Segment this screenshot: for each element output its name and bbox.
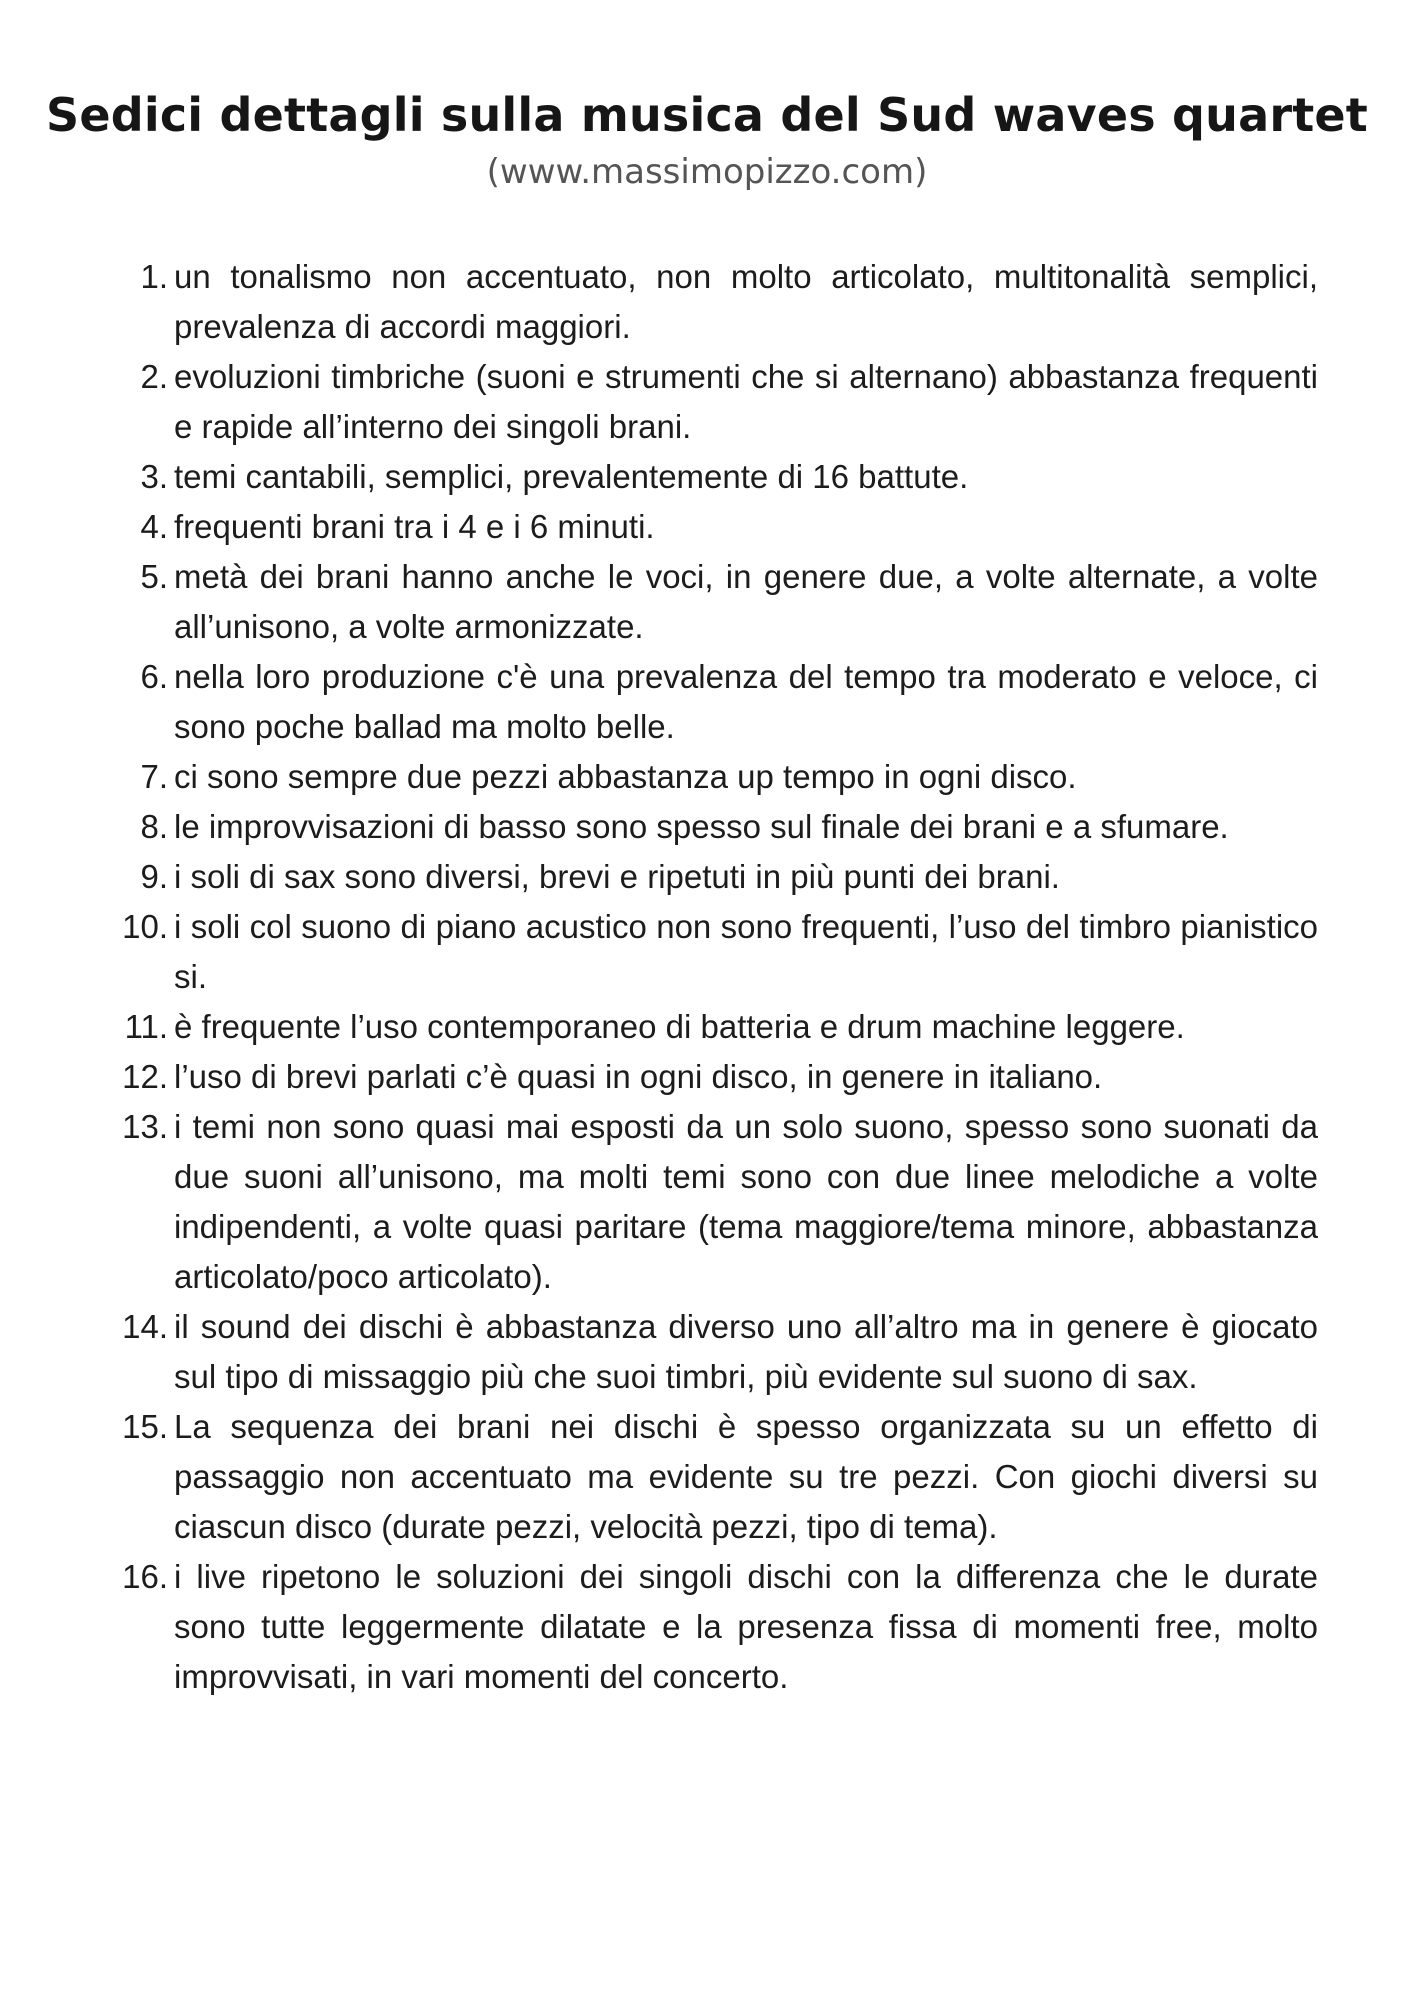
item-text: temi cantabili, semplici, prevalentemente di 16 battute. [174,458,969,495]
list-item [110,652,1318,752]
list-item [110,1402,1318,1552]
list-item [110,1552,1318,1702]
list-item [110,552,1318,652]
page-title: Sedici dettagli sulla musica del Sud waves quartet [46,88,1368,142]
item-number: 15. [122,1408,168,1445]
item-number: 8. [140,808,168,845]
item-text: un tonalismo non accentuato, non molto articolato, multitonalità semplici, prevalenza di accordi maggiori. [174,258,1318,345]
item-text: le improvvisazioni di basso sono spesso sul finale dei brani e a sfumare. [174,808,1229,845]
item-number: 10. [122,908,168,945]
list-item [110,1052,1318,1102]
item-text: i live ripetono le soluzioni dei singoli dischi con la differenza che le durate sono tutte leggermente dilatate e la presenza fissa di momenti free, molto improvvisati, in vari momenti del concerto. [174,1558,1318,1695]
item-text: evoluzioni timbriche (suoni e strumenti che si alternano) abbastanza frequenti e rapide all’interno dei singoli brani. [174,358,1318,445]
item-number: 9. [140,858,168,895]
item-number: 14. [122,1308,168,1345]
item-number: 13. [122,1108,168,1145]
details-list [110,252,1318,1702]
item-number: 1. [140,258,168,295]
item-number: 4. [140,508,168,545]
list-item [110,852,1318,902]
item-text: metà dei brani hanno anche le voci, in genere due, a volte alternate, a volte all’unisono, a volte armonizzate. [174,558,1318,645]
list-item [110,1002,1318,1052]
page-subtitle-url: (www.massimopizzo.com) [486,152,928,192]
list-item [110,1302,1318,1402]
list-item [110,752,1318,802]
item-text: nella loro produzione c'è una prevalenza del tempo tra moderato e veloce, ci sono poche ballad ma molto belle. [174,658,1318,745]
item-text: il sound dei dischi è abbastanza diverso uno all’altro ma in genere è giocato sul tipo di missaggio più che suoi timbri, più evidente sul suono di sax. [174,1308,1318,1395]
item-number: 16. [122,1558,168,1595]
item-text: i soli col suono di piano acustico non sono frequenti, l’uso del timbro pianistico si. [174,908,1318,995]
list-item [110,252,1318,352]
list-item [110,802,1318,852]
item-text: è frequente l’uso contemporaneo di batteria e drum machine leggere. [174,1008,1185,1045]
item-number: 3. [140,458,168,495]
list-item [110,452,1318,502]
item-text: frequenti brani tra i 4 e i 6 minuti. [174,508,655,545]
list-item [110,502,1318,552]
list-item [110,902,1318,1002]
item-number: 7. [140,758,168,795]
item-text: l’uso di brevi parlati c’è quasi in ogni disco, in genere in italiano. [174,1058,1103,1095]
item-number: 5. [140,558,168,595]
item-text: i temi non sono quasi mai esposti da un solo suono, spesso sono suonati da due suoni all’unisono, ma molti temi sono con due linee melodiche a volte indipendenti, a volte quasi paritare (tema maggiore/tema minore, abbastanza articolato/poco articolato). [174,1108,1318,1295]
list-item [110,1102,1318,1302]
item-number: 12. [122,1058,168,1095]
item-number: 2. [140,358,168,395]
item-text: ci sono sempre due pezzi abbastanza up tempo in ogni disco. [174,758,1077,795]
item-number: 6. [140,658,168,695]
item-number: 11. [124,1008,168,1045]
item-text: i soli di sax sono diversi, brevi e ripetuti in più punti dei brani. [174,858,1060,895]
item-text: La sequenza dei brani nei dischi è spesso organizzata su un effetto di passaggio non accentuato ma evidente su tre pezzi. Con giochi diversi su ciascun disco (durate pezzi, velocità pezzi, tipo di tema). [174,1408,1318,1545]
list-item [110,352,1318,452]
